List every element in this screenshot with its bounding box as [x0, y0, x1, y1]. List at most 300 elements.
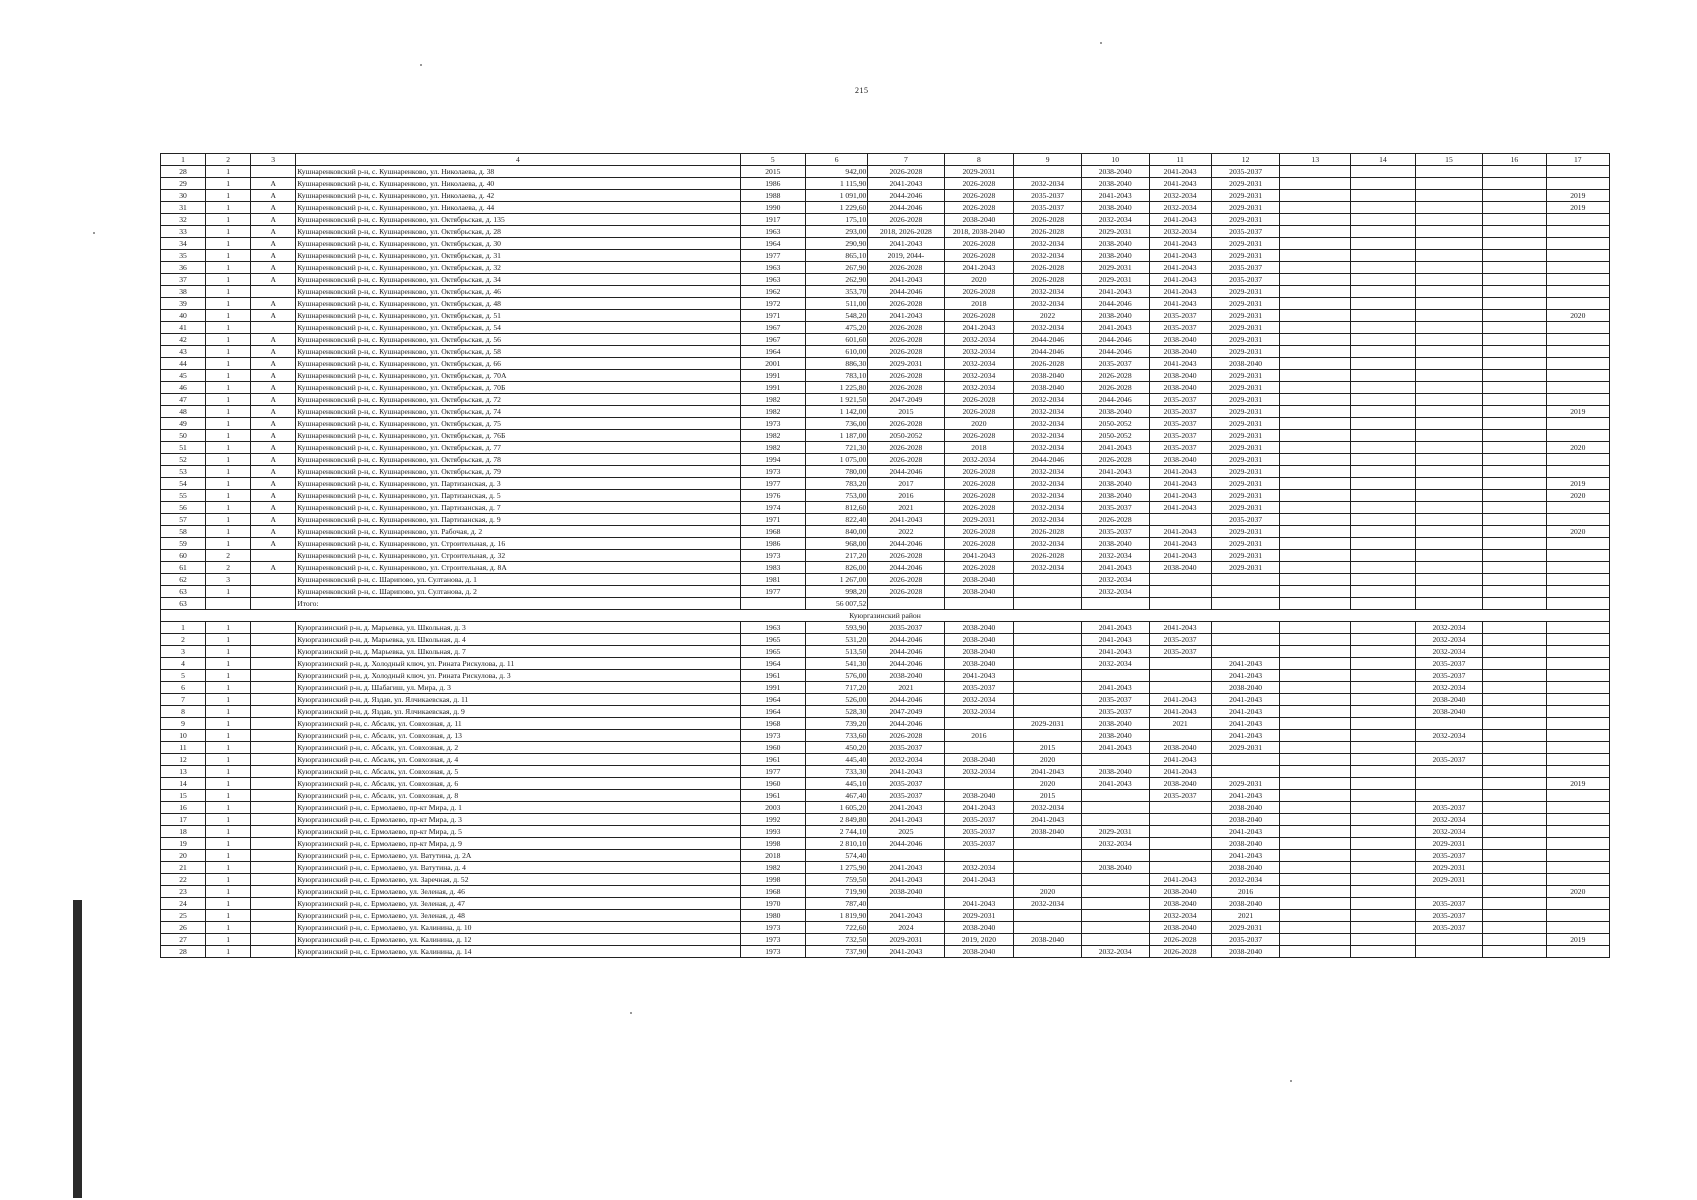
table-cell: 1 — [206, 358, 251, 370]
table-cell: 2026-2028 — [1081, 454, 1149, 466]
table-cell: 2041-2043 — [1149, 286, 1211, 298]
table-cell — [1483, 358, 1546, 370]
table-cell — [1483, 850, 1546, 862]
table-cell — [1280, 922, 1351, 934]
table-cell — [1483, 310, 1546, 322]
table-cell — [1280, 478, 1351, 490]
table-cell: 2 — [206, 562, 251, 574]
table-cell: А — [251, 190, 296, 202]
table-cell — [1351, 226, 1415, 238]
table-cell: 2041-2043 — [1149, 262, 1211, 274]
table-cell — [1546, 862, 1609, 874]
table-body-kushnarenkovo — [161, 166, 1610, 610]
table-cell — [1546, 214, 1609, 226]
column-header: 3 — [251, 154, 296, 166]
table-cell — [1415, 526, 1483, 538]
table-cell — [944, 850, 1014, 862]
table-cell: 2026-2028 — [868, 322, 944, 334]
table-cell — [1483, 598, 1546, 610]
table-cell: 1963 — [740, 622, 805, 634]
table-cell: 2020 — [1546, 526, 1609, 538]
table-cell: 2032-2034 — [1014, 802, 1082, 814]
table-cell: 2026-2028 — [944, 250, 1014, 262]
table-cell: 1 — [206, 454, 251, 466]
table-cell: 2029-2031 — [868, 934, 944, 946]
table-cell — [1280, 358, 1351, 370]
table-cell — [1280, 802, 1351, 814]
table-cell: 4 — [161, 658, 206, 670]
table-cell: 2038-2040 — [944, 754, 1014, 766]
table-cell — [251, 850, 296, 862]
table-cell — [1351, 550, 1415, 562]
table-cell: 733,30 — [806, 766, 868, 778]
table-row — [161, 598, 1610, 610]
table-cell: 1971 — [740, 310, 805, 322]
table-cell: 1 — [206, 910, 251, 922]
table-cell — [1415, 298, 1483, 310]
table-cell — [1280, 454, 1351, 466]
table-cell: 14 — [161, 778, 206, 790]
table-cell — [1351, 682, 1415, 694]
table-cell — [1280, 706, 1351, 718]
table-cell — [1351, 166, 1415, 178]
table-cell — [251, 874, 296, 886]
table-cell — [1351, 934, 1415, 946]
table-cell: 1 — [206, 742, 251, 754]
table-cell — [1483, 790, 1546, 802]
table-cell: 2032-2034 — [1014, 406, 1082, 418]
table-cell: 2029-2031 — [1415, 862, 1483, 874]
table-cell: Куюргазинский р-н, с. Ермолаево, ул. Заречная, д. 52 — [296, 874, 740, 886]
table-cell: 467,40 — [806, 790, 868, 802]
table-cell: 2038-2040 — [1415, 706, 1483, 718]
table-cell — [1546, 898, 1609, 910]
table-cell: Куюргазинский р-н, с. Абсалк, ул. Совхозная, д. 6 — [296, 778, 740, 790]
table-cell: 2029-2031 — [1211, 442, 1280, 454]
table-cell: 1 — [206, 310, 251, 322]
table-cell — [1415, 718, 1483, 730]
table-cell: 2020 — [1546, 886, 1609, 898]
table-cell — [251, 862, 296, 874]
table-cell: 2035-2037 — [868, 790, 944, 802]
table-cell: 2038-2040 — [1081, 202, 1149, 214]
table-cell — [1483, 214, 1546, 226]
table-cell: 15 — [161, 790, 206, 802]
table-cell: 2041-2043 — [1211, 670, 1280, 682]
table-cell: 2029-2031 — [1211, 562, 1280, 574]
table-cell: 2029-2031 — [1211, 922, 1280, 934]
table-cell: 2035-2037 — [868, 778, 944, 790]
table-cell: 1964 — [740, 658, 805, 670]
table-cell — [1415, 190, 1483, 202]
table-cell: 2035-2037 — [868, 622, 944, 634]
table-cell: А — [251, 214, 296, 226]
table-cell: 2029-2031 — [1415, 874, 1483, 886]
table-cell: 1 — [206, 898, 251, 910]
table-cell: 2029-2031 — [1211, 454, 1280, 466]
column-header: 2 — [206, 154, 251, 166]
table-cell — [1280, 886, 1351, 898]
table-cell — [1483, 262, 1546, 274]
table-cell: 2032-2034 — [1081, 658, 1149, 670]
table-cell — [251, 286, 296, 298]
table-cell: 2038-2040 — [1081, 166, 1149, 178]
table-cell: 2041-2043 — [1211, 706, 1280, 718]
table-cell: 2019 — [1546, 406, 1609, 418]
table-cell: 2038-2040 — [944, 946, 1014, 958]
table-cell: 2035-2037 — [1149, 394, 1211, 406]
table-cell — [251, 718, 296, 730]
table-cell — [1415, 778, 1483, 790]
table-cell — [1415, 442, 1483, 454]
table-row — [161, 490, 1610, 502]
table-cell: 1 921,50 — [806, 394, 868, 406]
table-row — [161, 550, 1610, 562]
table-cell: 2019, 2020 — [944, 934, 1014, 946]
table-cell: Куюргазинский р-н, с. Абсалк, ул. Совхозная, д. 5 — [296, 766, 740, 778]
table-cell: 2032-2034 — [1415, 814, 1483, 826]
table-cell — [1149, 814, 1211, 826]
table-cell: А — [251, 202, 296, 214]
table-cell — [1483, 490, 1546, 502]
table-cell: 2035-2037 — [1014, 202, 1082, 214]
table-cell: 57 — [161, 514, 206, 526]
table-cell — [1483, 454, 1546, 466]
table-cell: 2032-2034 — [1149, 190, 1211, 202]
table-cell: 2044-2046 — [1014, 334, 1082, 346]
table-cell: 56 007,52 — [806, 598, 868, 610]
table-cell: 59 — [161, 538, 206, 550]
table-cell: 2029-2031 — [868, 358, 944, 370]
table-cell: 2026-2028 — [1014, 262, 1082, 274]
table-cell: 2050-2052 — [1081, 418, 1149, 430]
table-cell: 50 — [161, 430, 206, 442]
table-cell — [251, 598, 296, 610]
table-cell — [1546, 634, 1609, 646]
table-cell: 2035-2037 — [1149, 310, 1211, 322]
table-cell: 2038-2040 — [1014, 382, 1082, 394]
table-row — [161, 874, 1610, 886]
table-cell: 2041-2043 — [1149, 550, 1211, 562]
table-row — [161, 622, 1610, 634]
table-cell: Кушнаренковский р-н, с. Кушнаренково, ул. Октябрьская, д. 66 — [296, 358, 740, 370]
table-cell: 822,40 — [806, 514, 868, 526]
table-cell: 780,00 — [806, 466, 868, 478]
table-cell — [1546, 802, 1609, 814]
table-cell — [1351, 370, 1415, 382]
table-row — [161, 742, 1610, 754]
table-cell: 1 — [206, 658, 251, 670]
table-cell — [1351, 238, 1415, 250]
table-cell — [740, 598, 805, 610]
table-cell: 33 — [161, 226, 206, 238]
table-cell: 2020 — [1014, 778, 1082, 790]
table-row — [161, 454, 1610, 466]
table-cell: Куюргазинский р-н, д. Яздав, ул. Ялчикаевская, д. 9 — [296, 706, 740, 718]
table-cell: 175,10 — [806, 214, 868, 226]
table-cell: 2032-2034 — [1081, 574, 1149, 586]
table-row — [161, 382, 1610, 394]
table-cell: 1976 — [740, 490, 805, 502]
table-cell — [1415, 430, 1483, 442]
table-cell: Куюргазинский р-н, с. Абсалк, ул. Совхозная, д. 4 — [296, 754, 740, 766]
table-cell: 2029-2031 — [1211, 406, 1280, 418]
table-cell: 23 — [161, 886, 206, 898]
table-cell: Кушнаренковский р-н, с. Кушнаренково, ул. Октябрьская, д. 31 — [296, 250, 740, 262]
table-cell — [1280, 910, 1351, 922]
table-cell — [251, 826, 296, 838]
table-cell: 17 — [161, 814, 206, 826]
table-cell — [1546, 394, 1609, 406]
table-cell: 2019 — [1546, 202, 1609, 214]
table-cell: Куюргазинский р-н, с. Ермолаево, ул. Ватутина, д. 2А — [296, 850, 740, 862]
table-cell: 733,60 — [806, 730, 868, 742]
table-row — [161, 862, 1610, 874]
table-cell: 2038-2040 — [1149, 454, 1211, 466]
table-cell: 511,00 — [806, 298, 868, 310]
table-cell: 1960 — [740, 778, 805, 790]
table-cell — [1546, 418, 1609, 430]
table-row — [161, 214, 1610, 226]
table-cell: 2035-2037 — [1211, 934, 1280, 946]
page-number: 215 — [855, 86, 869, 95]
table-cell: 2026-2028 — [1081, 382, 1149, 394]
table-cell: 2032-2034 — [944, 706, 1014, 718]
table-cell: 2029-2031 — [1211, 202, 1280, 214]
table-cell: 2 — [161, 634, 206, 646]
table-row — [161, 502, 1610, 514]
table-cell — [1415, 466, 1483, 478]
table-cell: 2026-2028 — [944, 430, 1014, 442]
table-cell — [251, 730, 296, 742]
table-cell — [1280, 634, 1351, 646]
table-cell: 1 — [206, 346, 251, 358]
table-cell: 2041-2043 — [868, 814, 944, 826]
table-cell: 1 — [206, 166, 251, 178]
table-cell: 49 — [161, 418, 206, 430]
table-cell — [1546, 514, 1609, 526]
table-cell: 2035-2037 — [868, 742, 944, 754]
table-cell: 2020 — [1014, 886, 1082, 898]
table-cell: 1 — [206, 766, 251, 778]
table-cell: 2041-2043 — [1081, 622, 1149, 634]
table-cell: 2029-2031 — [1081, 262, 1149, 274]
table-cell — [944, 886, 1014, 898]
table-cell: 2032-2034 — [1415, 634, 1483, 646]
table-cell: 1 — [206, 850, 251, 862]
table-cell — [1014, 922, 1082, 934]
table-cell: 2035-2037 — [1149, 406, 1211, 418]
table-cell: 2038-2040 — [944, 586, 1014, 598]
table-cell — [1014, 622, 1082, 634]
table-cell: 737,90 — [806, 946, 868, 958]
table-cell: 2041-2043 — [1081, 442, 1149, 454]
table-cell: 2029-2031 — [1211, 178, 1280, 190]
table-cell: 1973 — [740, 730, 805, 742]
table-cell — [1014, 850, 1082, 862]
scan-speck — [420, 64, 422, 66]
table-cell: 28 — [161, 946, 206, 958]
table-cell — [1280, 310, 1351, 322]
table-cell — [1280, 598, 1351, 610]
table-cell: 2035-2037 — [1014, 190, 1082, 202]
table-cell — [944, 742, 1014, 754]
table-cell: 2047-2049 — [868, 394, 944, 406]
table-cell: 1964 — [740, 346, 805, 358]
table-cell: 2016 — [868, 490, 944, 502]
table-cell — [1149, 598, 1211, 610]
table-cell: 2035-2037 — [1211, 274, 1280, 286]
table-cell — [1415, 238, 1483, 250]
table-cell: 2035-2037 — [1149, 322, 1211, 334]
table-cell: 2026-2028 — [944, 466, 1014, 478]
table-cell — [251, 550, 296, 562]
table-cell: 1 — [206, 490, 251, 502]
table-cell: 968,00 — [806, 538, 868, 550]
table-cell: 2020 — [1014, 754, 1082, 766]
table-cell — [1351, 394, 1415, 406]
table-cell: 2026-2028 — [944, 238, 1014, 250]
table-cell: 24 — [161, 898, 206, 910]
table-cell — [1014, 634, 1082, 646]
table-cell: 38 — [161, 286, 206, 298]
table-cell — [1351, 802, 1415, 814]
table-cell: 1963 — [740, 226, 805, 238]
table-row — [161, 898, 1610, 910]
table-cell: 2050-2052 — [1081, 430, 1149, 442]
table-cell: 2035-2037 — [1149, 790, 1211, 802]
table-cell: 2025 — [868, 826, 944, 838]
table-cell — [1483, 934, 1546, 946]
table-cell — [1014, 946, 1082, 958]
table-cell: 2032-2034 — [1415, 826, 1483, 838]
table-cell — [1014, 730, 1082, 742]
table-cell: 2021 — [868, 682, 944, 694]
table-cell — [1014, 574, 1082, 586]
table-cell: 2038-2040 — [1211, 802, 1280, 814]
table-cell: 2022 — [1014, 310, 1082, 322]
table-cell: 2044-2046 — [868, 538, 944, 550]
table-cell — [1483, 706, 1546, 718]
table-cell: 2017 — [868, 478, 944, 490]
table-cell: 2035-2037 — [1415, 850, 1483, 862]
table-cell — [1014, 586, 1082, 598]
table-cell: 2038-2040 — [1149, 742, 1211, 754]
table-cell: Кушнаренковский р-н, с. Кушнаренково, ул. Рабочая, д. 2 — [296, 526, 740, 538]
table-cell: 2038-2040 — [1211, 862, 1280, 874]
table-cell — [1280, 526, 1351, 538]
table-cell: 1 — [206, 430, 251, 442]
table-cell — [1280, 586, 1351, 598]
table-cell: 2038-2040 — [944, 922, 1014, 934]
table-cell — [1546, 910, 1609, 922]
table-cell: 58 — [161, 526, 206, 538]
table-cell: 2041-2043 — [1149, 526, 1211, 538]
table-cell — [1546, 502, 1609, 514]
table-cell: 2029-2031 — [1211, 298, 1280, 310]
table-cell — [1415, 742, 1483, 754]
table-cell: 2026-2028 — [1014, 358, 1082, 370]
table-row — [161, 586, 1610, 598]
table-cell: 2044-2046 — [868, 658, 944, 670]
table-cell — [1415, 418, 1483, 430]
table-row — [161, 718, 1610, 730]
table-cell: 2044-2046 — [868, 694, 944, 706]
table-cell: 56 — [161, 502, 206, 514]
table-cell: 2032-2034 — [1014, 418, 1082, 430]
table-cell — [1211, 634, 1280, 646]
table-cell: А — [251, 382, 296, 394]
table-cell: 2035-2037 — [944, 838, 1014, 850]
table-cell: 2035-2037 — [944, 826, 1014, 838]
table-cell: 45 — [161, 370, 206, 382]
table-cell — [1483, 502, 1546, 514]
table-cell — [868, 898, 944, 910]
table-cell: 1993 — [740, 826, 805, 838]
table-cell: 732,50 — [806, 934, 868, 946]
table-cell: Кушнаренковский р-н, с. Кушнаренково, ул. Октябрьская, д. 70А — [296, 370, 740, 382]
table-cell — [1351, 442, 1415, 454]
table-cell — [1211, 754, 1280, 766]
table-cell: 2026-2028 — [868, 334, 944, 346]
table-cell: 267,90 — [806, 262, 868, 274]
table-cell — [1351, 298, 1415, 310]
table-cell: 2032-2034 — [1081, 214, 1149, 226]
table-cell: А — [251, 466, 296, 478]
table-row — [161, 658, 1610, 670]
table-cell: 2032-2034 — [1014, 502, 1082, 514]
table-cell — [1351, 622, 1415, 634]
table-cell: 1 — [161, 622, 206, 634]
table-cell — [1415, 550, 1483, 562]
table-cell: 1 225,80 — [806, 382, 868, 394]
table-cell: 1 — [206, 406, 251, 418]
table-cell: 2038-2040 — [1149, 922, 1211, 934]
table-cell — [1546, 622, 1609, 634]
table-cell: 1991 — [740, 382, 805, 394]
table-cell: 2029-2031 — [1211, 502, 1280, 514]
table-cell — [1415, 370, 1483, 382]
table-cell: 2032-2034 — [944, 694, 1014, 706]
table-cell — [1351, 754, 1415, 766]
table-cell: 41 — [161, 322, 206, 334]
table-cell — [1081, 910, 1149, 922]
table-cell — [1415, 490, 1483, 502]
table-cell: 2041-2043 — [1014, 766, 1082, 778]
table-cell: Кушнаренковский р-н, с. Кушнаренково, ул. Октябрьская, д. 135 — [296, 214, 740, 226]
table-cell: 2041-2043 — [1081, 322, 1149, 334]
table-cell — [1415, 454, 1483, 466]
table-cell: 1 — [206, 478, 251, 490]
table-cell: 1 187,00 — [806, 430, 868, 442]
table-cell: А — [251, 478, 296, 490]
table-cell: 2032-2034 — [1081, 838, 1149, 850]
table-cell: 2035-2037 — [1211, 514, 1280, 526]
table-row — [161, 802, 1610, 814]
table-cell: 2029-2031 — [1211, 214, 1280, 226]
table-cell: Куюргазинский р-н, д. Марьевка, ул. Школьная, д. 7 — [296, 646, 740, 658]
column-header: 16 — [1483, 154, 1546, 166]
table-cell: А — [251, 178, 296, 190]
table-cell — [1351, 946, 1415, 958]
table-cell — [1483, 838, 1546, 850]
table-cell — [1211, 646, 1280, 658]
table-cell: 2026-2028 — [868, 730, 944, 742]
table-cell: 2038-2040 — [1081, 490, 1149, 502]
table-cell: 601,60 — [806, 334, 868, 346]
table-cell: 27 — [161, 934, 206, 946]
table-cell — [1483, 406, 1546, 418]
